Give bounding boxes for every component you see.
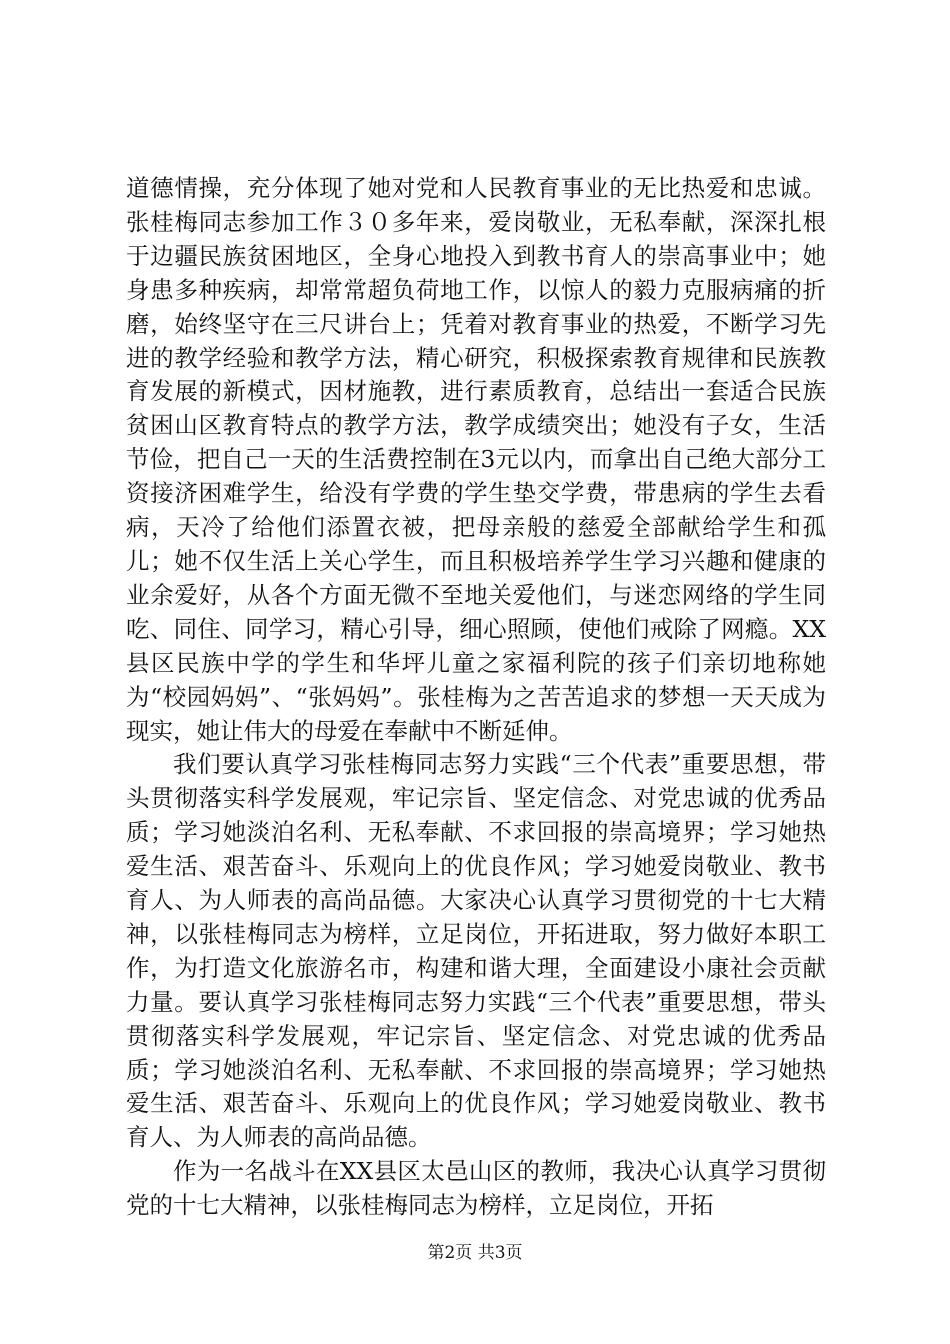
paragraph-3: 作为一名战斗在XX县区太邑山区的教师，我决心认真学习贯彻党的十七大精神，以张桂梅同志为榜样，立足岗位，开拓 bbox=[126, 1157, 826, 1220]
paragraph-2: 我们要认真学习张桂梅同志努力实践“三个代表”重要思想，带头贯彻落实科学发展观，牢记宗旨、坚定信念、对党忠诚的优秀品质；学习她淡泊名利、无私奉献、不求回报的崇高境界；学习她热爱生活、艰苦奋斗、乐观向上的优良作风；学习她爱岗敬业、教书育人、为人师表的高尚品德。大家决心认真学习贯彻党的十七大精神，以张桂梅同志为榜样，立足岗位，开拓进取，努力做好本职工作，为打造文化旅游名市，构建和谐大理，全面建设小康社会贡献力量。要认真学习张桂梅同志努力实践“三个代表”重要思想，带头贯彻落实科学发展观，牢记宗旨、坚定信念、对党忠诚的优秀品质；学习她淡泊名利、无私奉献、不求回报的崇高境界；学习她热爱生活、艰苦奋斗、乐观向上的优良作风；学习她爱岗敬业、教书育人、为人师表的高尚品德。 bbox=[126, 750, 826, 1152]
paragraph-1: 道德情操，充分体现了她对党和人民教育事业的无比热爱和忠诚。张桂梅同志参加工作３０多年来，爱岗敬业，无私奉献，深深扎根于边疆民族贫困地区，全身心地投入到教书育人的崇高事业中；她身患多种疾病，却常常超负荷地工作，以惊人的毅力克服病痛的折磨，始终坚守在三尺讲台上；凭着对教育事业的热爱，不断学习先进的教学经验和教学方法，精心研究，积极探索教育规律和民族教育发展的新模式，因材施教，进行素质教育，总结出一套适合民族贫困山区教育特点的教学方法，教学成绩突出；她没有子女，生活节俭，把自己一天的生活费控制在3元以内，而拿出自己绝大部分工资接济困难学生，给没有学费的学生垫交学费，带患病的学生去看病，天冷了给他们添置衣被，把母亲般的慈爱全部献给学生和孤儿；她不仅生活上关心学生，而且积极培养学生学习兴趣和健康的业余爱好，从各个方面无微不至地关爱他们，与迷恋网络的学生同吃、同住、同学习，精心引导，细心照顾，使他们戒除了网瘾。XX县区民族中学的学生和华坪儿童之家福利院的孩子们亲切地称她为“校园妈妈”、“张妈妈”。张桂梅为之苦苦追求的梦想一天天成为现实，她让伟大的母爱在奉献中不断延伸。 bbox=[126, 174, 826, 745]
document-body bbox=[126, 172, 826, 1223]
page-number-footer: 第2页 共3页 bbox=[427, 1243, 523, 1263]
